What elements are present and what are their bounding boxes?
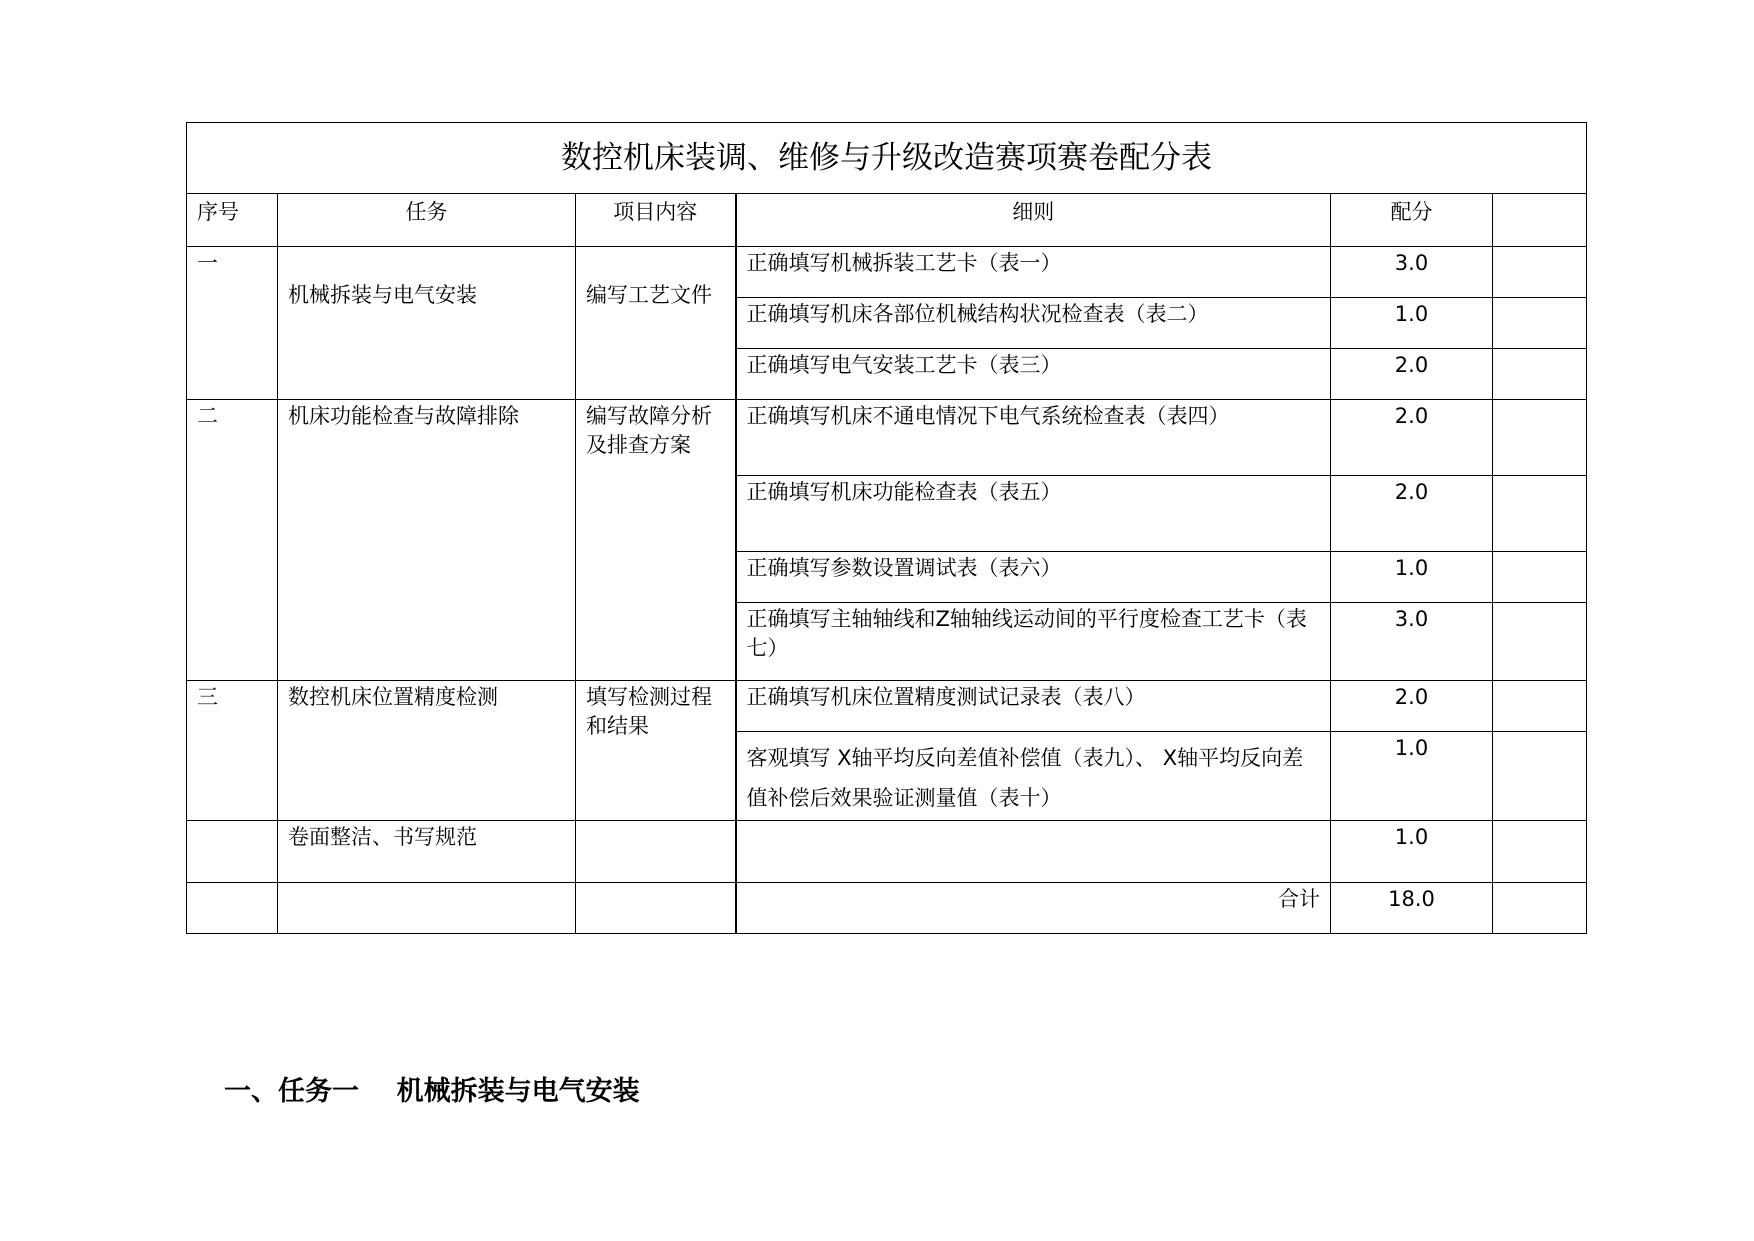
extra-cell bbox=[1493, 247, 1587, 298]
header-score: 配分 bbox=[1331, 194, 1493, 247]
header-content: 项目内容 bbox=[576, 194, 736, 247]
neatness-seq bbox=[187, 821, 278, 883]
detail-cell: 正确填写机床不通电情况下电气系统检查表（表四） bbox=[736, 400, 1331, 476]
total-empty-cell bbox=[187, 883, 278, 934]
total-label: 合计 bbox=[736, 883, 1331, 934]
table-row-total bbox=[187, 883, 1587, 934]
header-seq: 序号 bbox=[187, 194, 278, 247]
total-score: 18.0 bbox=[1331, 883, 1493, 934]
group-content: 填写检测过程和结果 bbox=[576, 681, 736, 821]
section-heading: 一、任务一 机械拆装与电气安装 bbox=[224, 1076, 640, 1107]
table-row bbox=[187, 247, 1587, 298]
neatness-task: 卷面整洁、书写规范 bbox=[278, 821, 576, 883]
detail-cell: 正确填写主轴轴线和Z轴轴线运动间的平行度检查工艺卡（表七） bbox=[736, 603, 1331, 681]
detail-cell: 正确填写电气安装工艺卡（表三） bbox=[736, 349, 1331, 400]
score-cell: 1.0 bbox=[1331, 732, 1493, 821]
score-cell: 2.0 bbox=[1331, 681, 1493, 732]
header-detail: 细则 bbox=[736, 194, 1331, 247]
score-cell: 1.0 bbox=[1331, 298, 1493, 349]
neatness-score: 1.0 bbox=[1331, 821, 1493, 883]
score-cell: 2.0 bbox=[1331, 349, 1493, 400]
detail-cell: 正确填写机床各部位机械结构状况检查表（表二） bbox=[736, 298, 1331, 349]
table-row bbox=[187, 400, 1587, 476]
group-task: 数控机床位置精度检测 bbox=[278, 681, 576, 821]
group-task: 机床功能检查与故障排除 bbox=[278, 400, 576, 681]
table-title-row bbox=[187, 123, 1587, 194]
extra-cell bbox=[1493, 821, 1587, 883]
group-seq: 一 bbox=[187, 247, 278, 400]
extra-cell bbox=[1493, 883, 1587, 934]
group-seq: 三 bbox=[187, 681, 278, 821]
table-row bbox=[187, 681, 1587, 732]
score-cell: 3.0 bbox=[1331, 603, 1493, 681]
detail-cell: 正确填写参数设置调试表（表六） bbox=[736, 552, 1331, 603]
extra-cell bbox=[1493, 349, 1587, 400]
header-task: 任务 bbox=[278, 194, 576, 247]
score-cell: 3.0 bbox=[1331, 247, 1493, 298]
detail-cell: 正确填写机床功能检查表（表五） bbox=[736, 476, 1331, 552]
extra-cell bbox=[1493, 681, 1587, 732]
detail-cell: 正确填写机床位置精度测试记录表（表八） bbox=[736, 681, 1331, 732]
extra-cell bbox=[1493, 732, 1587, 821]
extra-cell bbox=[1493, 476, 1587, 552]
score-cell: 2.0 bbox=[1331, 400, 1493, 476]
extra-cell bbox=[1493, 603, 1587, 681]
score-cell: 1.0 bbox=[1331, 552, 1493, 603]
table-row-neatness bbox=[187, 821, 1587, 883]
header-extra bbox=[1493, 194, 1587, 247]
total-empty-cell bbox=[278, 883, 576, 934]
score-allocation-table bbox=[186, 122, 1587, 934]
group-content: 编写故障分析及排查方案 bbox=[576, 400, 736, 681]
detail-cell: 正确填写机械拆装工艺卡（表一） bbox=[736, 247, 1331, 298]
score-cell: 2.0 bbox=[1331, 476, 1493, 552]
header-row bbox=[187, 194, 1587, 247]
group-task: 机械拆装与电气安装 bbox=[278, 247, 576, 400]
extra-cell bbox=[1493, 298, 1587, 349]
detail-text: 客观填写 X轴平均反向差值补偿值（表九）、 X轴平均反向差值补偿后效果验证测量值（表十） bbox=[746, 746, 1304, 810]
total-empty-cell bbox=[576, 883, 736, 934]
group-content: 编写工艺文件 bbox=[576, 247, 736, 400]
extra-cell bbox=[1493, 400, 1587, 476]
group-seq: 二 bbox=[187, 400, 278, 681]
extra-cell bbox=[1493, 552, 1587, 603]
detail-cell bbox=[736, 732, 1331, 821]
neatness-content bbox=[576, 821, 736, 883]
neatness-detail bbox=[736, 821, 1331, 883]
table-title: 数控机床装调、维修与升级改造赛项赛卷配分表 bbox=[187, 123, 1587, 194]
